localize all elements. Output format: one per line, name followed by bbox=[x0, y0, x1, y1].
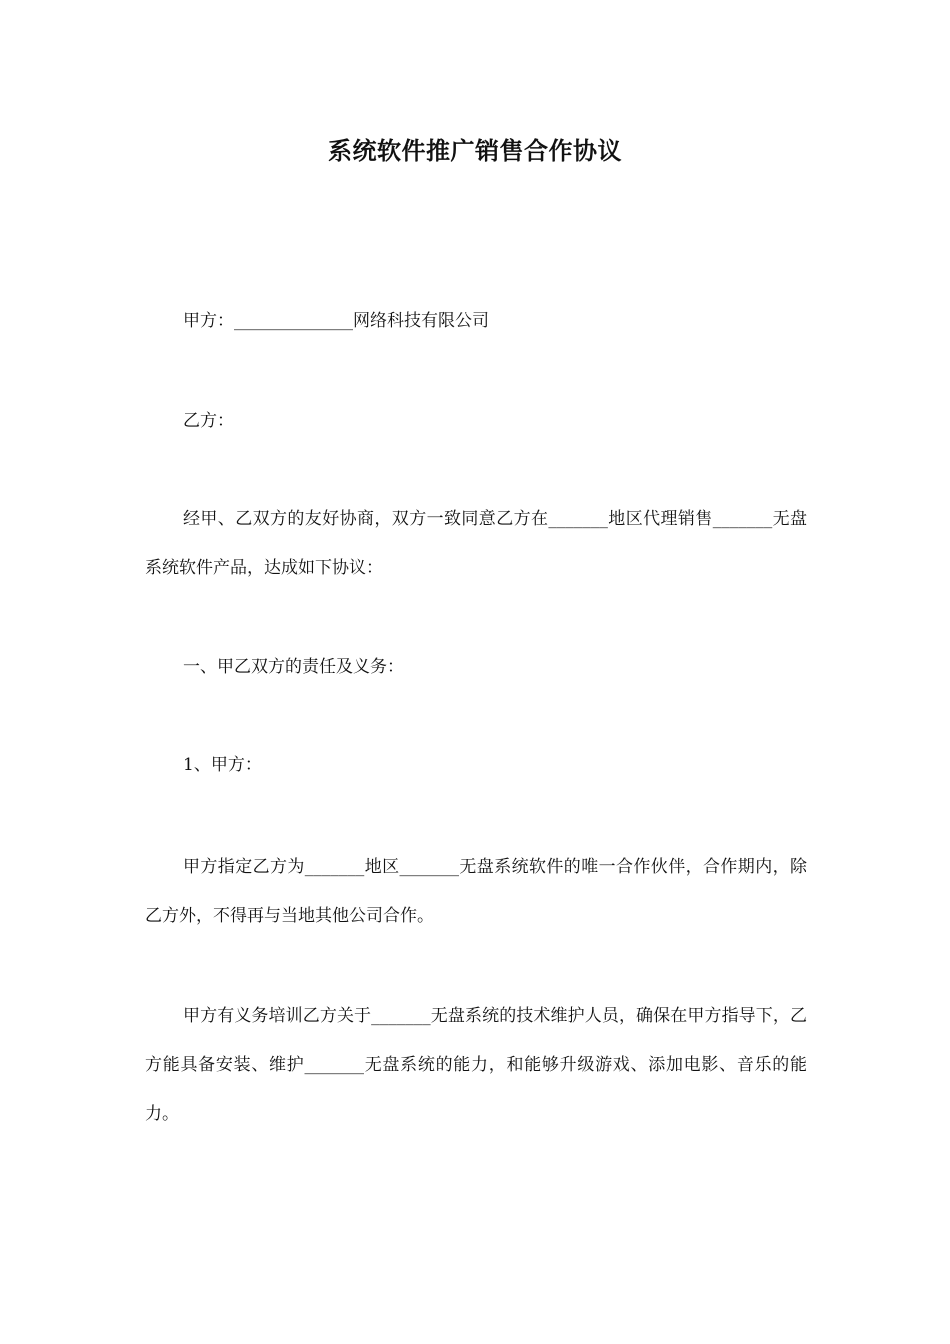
subsection-heading-party-a: 1、甲方： bbox=[183, 755, 262, 775]
party-b-line: 乙方： bbox=[183, 411, 234, 431]
party-a-line: 甲方：______________网络科技有限公司 bbox=[183, 311, 489, 331]
clause-exclusive-partner: 甲方指定乙方为_______地区_______无盘系统软件的唯一合作伙伴，合作期内，除乙方外，不得再与当地其他公司合作。 bbox=[145, 857, 807, 926]
document-title: 系统软件推广销售合作协议 bbox=[328, 137, 622, 165]
section-heading-responsibilities: 一、甲乙双方的责任及义务： bbox=[183, 657, 404, 677]
clause-training-obligation: 甲方有义务培训乙方关于_______无盘系统的技术维护人员，确保在甲方指导下，乙方能具备安装、维护_______无盘系统的能力，和能够升级游戏、添加电影、音乐的能力。 bbox=[145, 1006, 807, 1124]
intro-paragraph: 经甲、乙双方的友好协商，双方一致同意乙方在_______地区代理销售_______无盘系统软件产品，达成如下协议： bbox=[145, 509, 807, 578]
